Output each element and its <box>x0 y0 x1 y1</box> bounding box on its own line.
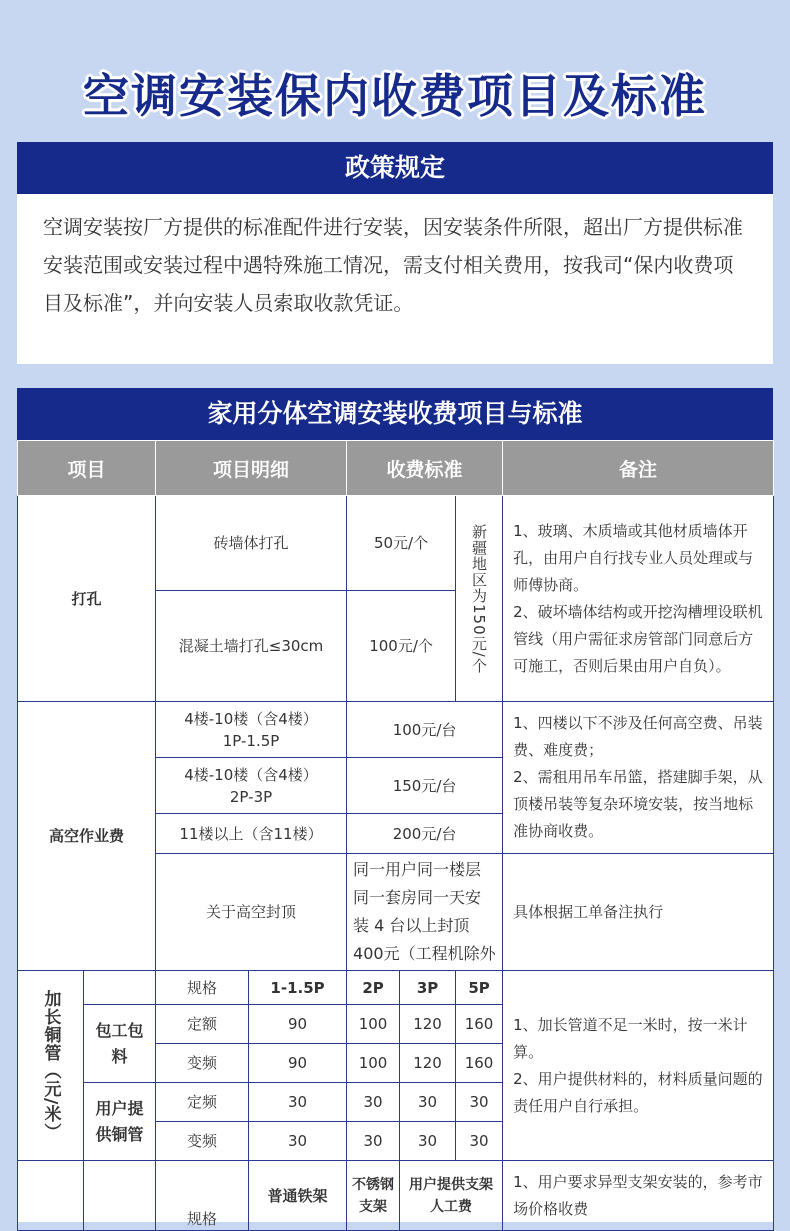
height-price: 100元/台 <box>347 702 503 758</box>
bracket-col: 普通铁架 <box>249 1161 347 1231</box>
pipe-value: 160 <box>456 1005 503 1044</box>
drilling-note: 1、玻璃、木质墙或其他材质墙体开孔，由用户自行找专业人员处理或与师傅协商。 2、破坏墙体结构或开挖沟槽埋设联机管线（用户需征求房管部门同意后方可施工，否则后果由用户自负）。 <box>503 496 774 702</box>
policy-text: 空调安装按厂方提供的标准配件进行安装，因安装条件所限，超出厂方提供标准安装范围或安装过程中遇特殊施工情况，需支付相关费用，按我司“保内收费项目及标准”，并向安装人员索取收款凭证。 <box>43 215 743 315</box>
fees-heading: 家用分体空调安装收费项目与标准 <box>17 388 773 440</box>
pipe-value: 120 <box>400 1044 456 1083</box>
cap-price: 同一用户同一楼层同一套房同一天安装 4 台以上封顶400元（工程机除外 <box>347 854 503 971</box>
pipe-value: 120 <box>400 1005 456 1044</box>
pipe-value: 30 <box>347 1122 400 1161</box>
fees-panel <box>17 388 773 1228</box>
height-detail <box>156 702 347 758</box>
table-row <box>18 496 774 591</box>
drilling-name: 打孔 <box>18 496 156 702</box>
table-header-row <box>18 441 774 496</box>
pipe-name: 加长铜管（元/米） <box>18 971 84 1161</box>
pipe-value: 90 <box>249 1005 347 1044</box>
col-header-detail: 项目明细 <box>156 441 347 496</box>
page-title: 空调安装保内收费项目及标准 <box>83 69 707 123</box>
cap-note: 具体根据工单备注执行 <box>503 854 774 971</box>
col-header-item: 项目 <box>18 441 156 496</box>
pipe-spec-label: 规格 <box>156 971 249 1005</box>
bracket-col: 不锈钢支架 <box>347 1161 400 1231</box>
pipe-value: 30 <box>400 1122 456 1161</box>
pipe-group-contract: 包工包料 <box>84 1005 156 1083</box>
height-detail-line: 4楼-10楼（含4楼） <box>184 709 318 728</box>
table-row <box>18 702 774 758</box>
pipe-value: 30 <box>249 1083 347 1122</box>
table-row <box>18 1161 774 1231</box>
height-note: 1、四楼以下不涉及任何高空费、吊装费、难度费； 2、需租用吊车吊篮，搭建脚手架，从顶楼吊装等复杂环境安装，按当地标准协商收费。 <box>503 702 774 854</box>
bracket-blank <box>84 1161 156 1231</box>
drilling-detail: 砖墙体打孔 <box>156 496 347 591</box>
bracket-note: 1、用户要求异型支架安装的，参考市场价格收费 <box>503 1161 774 1231</box>
height-detail-line: 4楼-10楼（含4楼） <box>184 765 318 784</box>
table-row <box>18 971 774 1005</box>
height-detail: 11楼以上（含11楼） <box>156 814 347 854</box>
pipe-group-user: 用户提供铜管 <box>84 1083 156 1161</box>
pipe-value: 30 <box>400 1083 456 1122</box>
pipe-value: 90 <box>249 1044 347 1083</box>
pipe-type: 定频 <box>156 1083 249 1122</box>
pipe-spec: 3P <box>400 971 456 1005</box>
col-header-price: 收费标准 <box>347 441 503 496</box>
bracket-spec-label: 规格 <box>156 1161 249 1231</box>
height-price: 150元/台 <box>347 758 503 814</box>
drilling-detail: 混凝土墙打孔≤30cm <box>156 591 347 702</box>
cap-detail: 关于高空封顶 <box>156 854 347 971</box>
pipe-type: 变频 <box>156 1122 249 1161</box>
height-name: 高空作业费 <box>18 702 156 971</box>
drilling-price: 50元/个 <box>347 496 456 591</box>
pipe-spec: 5P <box>456 971 503 1005</box>
bracket-blank <box>18 1161 84 1231</box>
height-detail <box>156 758 347 814</box>
pipe-value: 160 <box>456 1044 503 1083</box>
pipe-type: 变频 <box>156 1044 249 1083</box>
height-detail-spec: 2P-3P <box>229 787 273 806</box>
pipe-value: 100 <box>347 1005 400 1044</box>
policy-panel <box>17 142 773 364</box>
fees-table <box>17 440 774 1231</box>
pipe-spec: 2P <box>347 971 400 1005</box>
height-price: 200元/台 <box>347 814 503 854</box>
bracket-col: 用户提供支架人工费 <box>400 1161 503 1231</box>
pipe-value: 30 <box>456 1083 503 1122</box>
policy-heading: 政策规定 <box>17 142 773 194</box>
drilling-price: 100元/个 <box>347 591 456 702</box>
pipe-spec-blank <box>84 971 156 1005</box>
pipe-value: 30 <box>456 1122 503 1161</box>
pipe-type: 定额 <box>156 1005 249 1044</box>
pipe-spec: 1-1.5P <box>249 971 347 1005</box>
pipe-note: 1、加长管道不足一米时，按一米计算。 2、用户提供材料的，材料质量问题的责任用户自行承担。 <box>503 971 774 1161</box>
pipe-value: 100 <box>347 1044 400 1083</box>
xinjiang-note: 新疆地区为150元/个 <box>456 496 503 702</box>
col-header-note: 备注 <box>503 441 774 496</box>
pipe-value: 30 <box>347 1083 400 1122</box>
pipe-value: 30 <box>249 1122 347 1161</box>
height-detail-spec: 1P-1.5P <box>222 731 280 750</box>
